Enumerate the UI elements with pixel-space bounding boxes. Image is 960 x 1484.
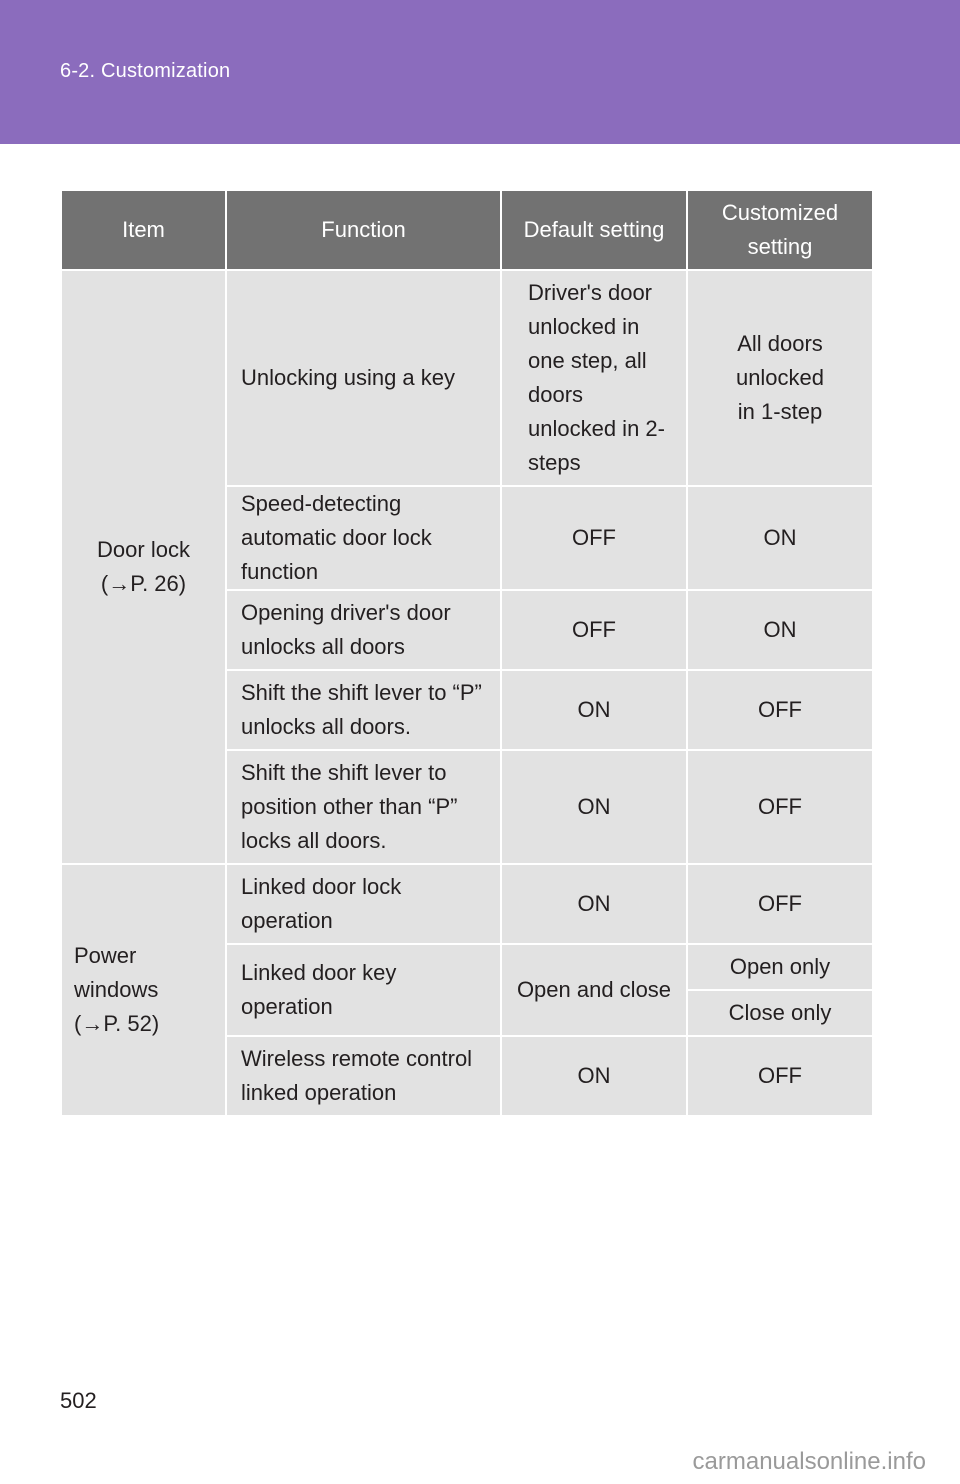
function-cell: Shift the shift lever to position other than “P” locks all doors. <box>226 750 501 864</box>
section-title: 6-2. Customization <box>60 60 231 82</box>
col-header-default: Default setting <box>501 190 687 270</box>
customized-cell: ON <box>687 590 873 670</box>
function-cell: Wireless remote control linked operation <box>226 1036 501 1116</box>
function-cell: Opening driver's door unlocks all doors <box>226 590 501 670</box>
table-row <box>61 864 873 944</box>
default-cell: Open and close <box>501 944 687 1036</box>
customized-cell: OFF <box>687 1036 873 1116</box>
default-cell: ON <box>501 750 687 864</box>
customized-cell: Open only <box>687 944 873 990</box>
col-header-customized: Customized setting <box>687 190 873 270</box>
customized-cell: All doors unlocked in 1-step <box>687 270 873 486</box>
default-cell: ON <box>501 864 687 944</box>
function-cell: Unlocking using a key <box>226 270 501 486</box>
table-row <box>61 270 873 486</box>
customization-table <box>60 189 874 1117</box>
item-power-windows: Power windows (→P. 52) <box>61 864 226 1116</box>
default-cell: ON <box>501 670 687 750</box>
watermark: carmanualsonline.info <box>692 1448 926 1475</box>
customized-cell: Close only <box>687 990 873 1036</box>
customized-cell: OFF <box>687 750 873 864</box>
function-cell: Linked door lock operation <box>226 864 501 944</box>
default-cell: OFF <box>501 486 687 590</box>
customized-cell: ON <box>687 486 873 590</box>
customized-cell: OFF <box>687 864 873 944</box>
table-header-row <box>61 190 873 270</box>
item-door-lock: Door lock (→P. 26) <box>61 270 226 864</box>
function-cell: Linked door key operation <box>226 944 501 1036</box>
default-cell: Driver's door unlocked in one step, all doors unlocked in 2-steps <box>501 270 687 486</box>
function-cell: Speed-detecting automatic door lock function <box>226 486 501 590</box>
col-header-item: Item <box>61 190 226 270</box>
default-cell: ON <box>501 1036 687 1116</box>
page-number: 502 <box>60 1388 97 1413</box>
col-header-function: Function <box>226 190 501 270</box>
default-cell: OFF <box>501 590 687 670</box>
customized-cell: OFF <box>687 670 873 750</box>
function-cell: Shift the shift lever to “P” unlocks all doors. <box>226 670 501 750</box>
